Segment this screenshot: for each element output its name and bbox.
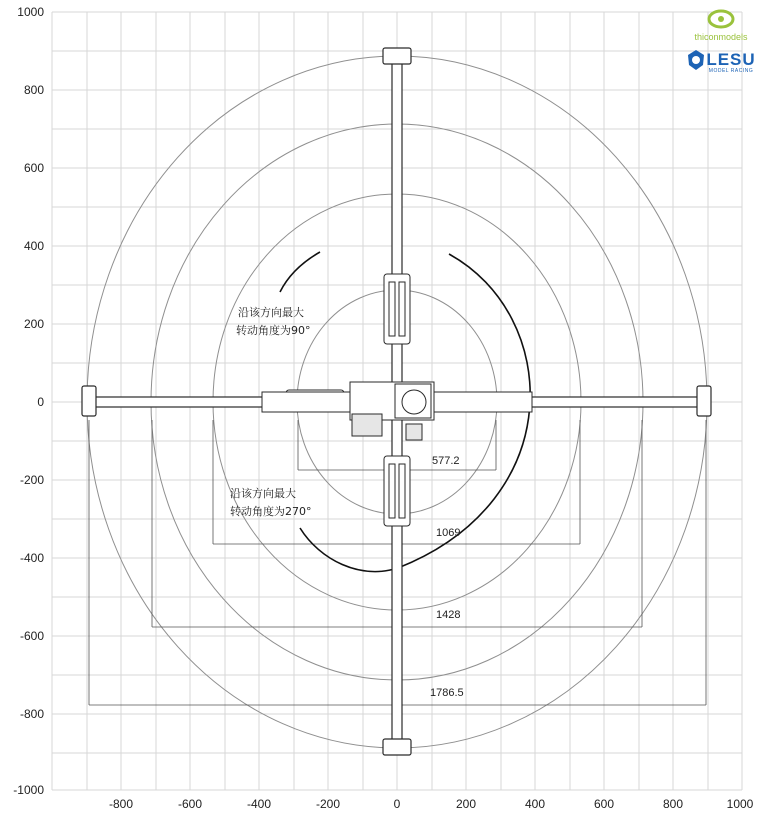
- x-tick: -200: [315, 797, 341, 811]
- radius-label-4: 1786.5: [430, 687, 464, 699]
- radius-labels: [430, 455, 464, 699]
- y-tick: -1000: [13, 783, 44, 797]
- brand-logos: [680, 8, 762, 88]
- y-tick: 200: [23, 317, 44, 331]
- thicon-logo-icon: [706, 8, 736, 30]
- y-tick: -600: [19, 629, 44, 643]
- slew-ring: [402, 390, 426, 414]
- outrigger-pad-right: [697, 386, 711, 416]
- x-axis-ticks: [109, 797, 754, 811]
- lesu-logo-text: LESU: [706, 49, 756, 69]
- annotation-90-line2: 转动角度为90°: [236, 324, 311, 337]
- x-tick: 1000: [726, 797, 754, 811]
- outrigger-pad-left: [82, 386, 96, 416]
- y-axis-ticks: [13, 5, 44, 797]
- annotation-90-line1: 沿该方向最大: [238, 306, 304, 319]
- y-tick: -200: [19, 473, 44, 487]
- x-tick: 800: [662, 797, 684, 811]
- x-tick: 600: [593, 797, 615, 811]
- x-tick: -400: [246, 797, 272, 811]
- lesu-lion-icon: [686, 49, 706, 76]
- outrigger-arm-down: [392, 402, 402, 744]
- y-tick: -400: [19, 551, 44, 565]
- x-tick: 200: [455, 797, 477, 811]
- outrigger-pad-top: [383, 48, 411, 64]
- y-tick: 400: [23, 239, 44, 253]
- annotation-270: [230, 486, 312, 518]
- x-tick: 0: [393, 797, 401, 811]
- cab-unit: [352, 414, 382, 436]
- rotation-arc-90: [280, 252, 320, 292]
- annotation-90: [236, 305, 311, 337]
- x-tick: -800: [108, 797, 134, 811]
- radius-label-1: 577.2: [432, 455, 460, 467]
- x-tick: 400: [524, 797, 546, 811]
- radius-label-2: 1069: [436, 527, 461, 539]
- y-tick: 1000: [17, 5, 44, 19]
- y-tick: 800: [23, 83, 44, 97]
- outrigger-arm-up: [392, 60, 402, 402]
- lesu-logo-subtext: MODEL RACING: [708, 67, 754, 74]
- radius-label-3: 1428: [436, 609, 461, 621]
- annotation-270-line2: 转动角度为270°: [230, 505, 312, 518]
- y-tick: -800: [19, 707, 44, 721]
- annotation-270-line1: 沿该方向最大: [230, 487, 296, 500]
- thicon-logo-text: thiconmodels: [694, 32, 748, 42]
- x-tick: -600: [177, 797, 203, 811]
- y-tick: 600: [23, 161, 44, 175]
- outrigger-pad-bottom: [383, 739, 411, 755]
- y-tick: 0: [37, 395, 44, 409]
